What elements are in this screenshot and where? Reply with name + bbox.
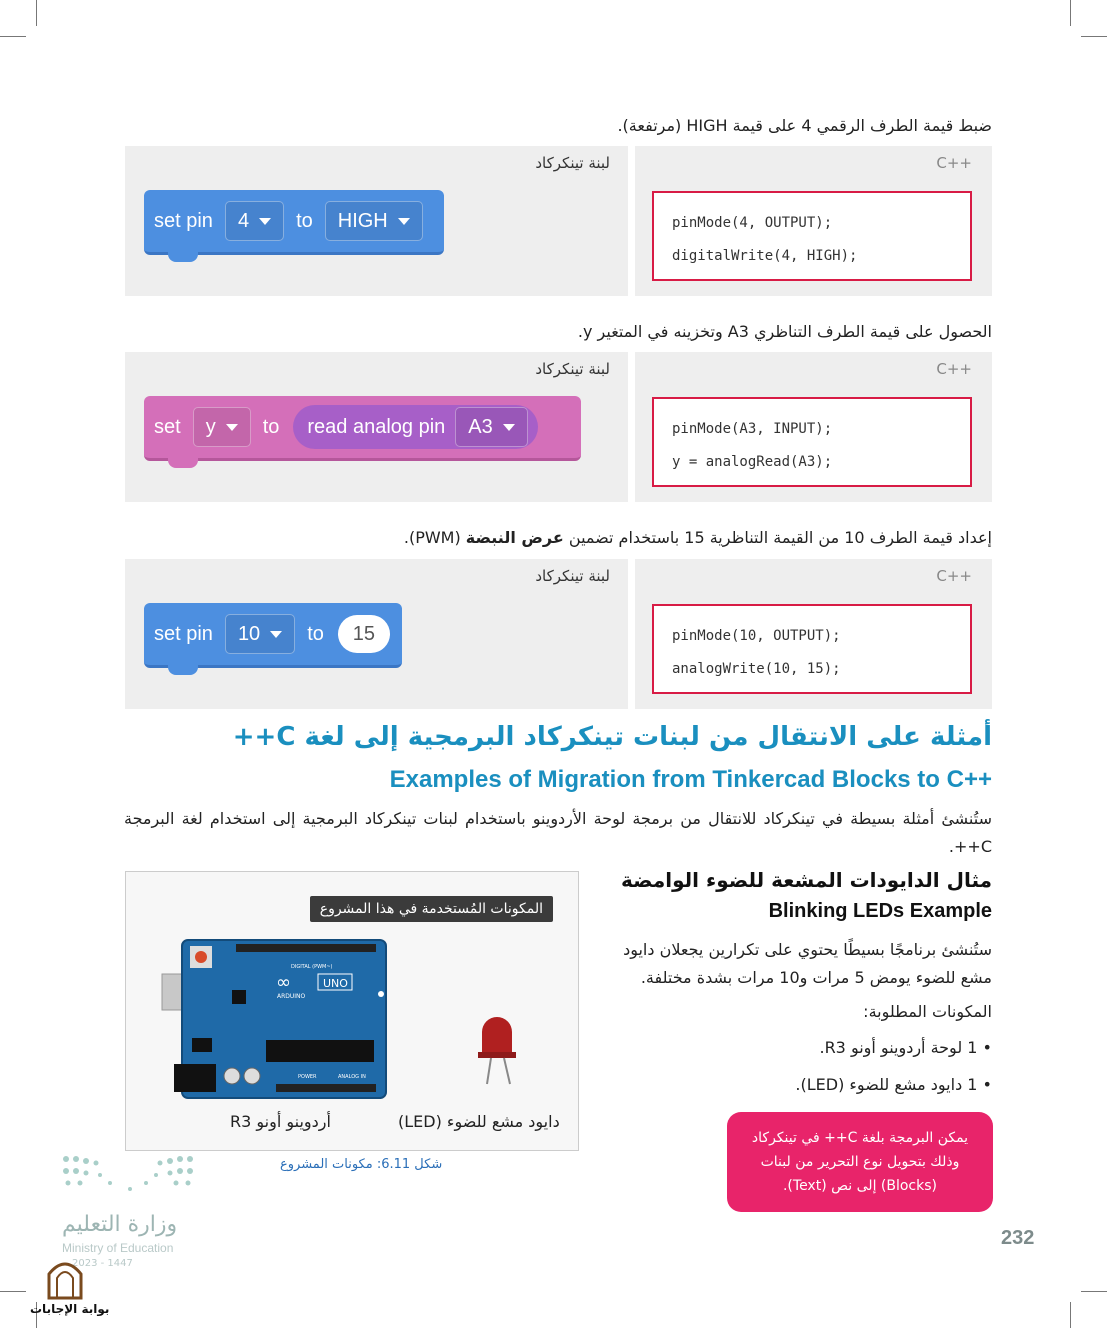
block-text-set-pin: set pin <box>154 622 213 645</box>
analog-pin-dropdown[interactable]: A3 <box>455 407 527 447</box>
project-components-figure <box>125 871 579 1151</box>
uno-label: UNO <box>323 977 348 990</box>
code-line: y = analogRead(A3); <box>672 454 833 470</box>
chevron-down-icon <box>226 424 238 431</box>
led-label: دايود مشع للضوء (LED) <box>398 1112 560 1131</box>
pin-dropdown[interactable]: 10 <box>225 614 295 654</box>
arduino-led-illustration <box>126 872 578 1150</box>
section1-panel <box>125 146 992 296</box>
atmega-chip <box>266 1040 374 1062</box>
digital-label: DIGITAL (PWM~) <box>291 964 333 970</box>
power-label: POWER <box>298 1074 317 1080</box>
example-description: ستُنشئ برنامجًا بسيطًا يحتوي على تكرارين يجعلان دايود مشع للضوء يومض 5 مرات و10 مرات بشدة مختلفة. <box>623 940 992 987</box>
crop-mark <box>0 1291 26 1292</box>
analog-label: ANALOG IN <box>338 1074 366 1080</box>
moe-english: Ministry of Education <box>62 1241 174 1255</box>
component-item: • 1 لوحة أردوينو أونو R3. <box>819 1038 992 1057</box>
section3-panel <box>125 559 992 709</box>
page-number: 232 <box>1001 1227 1035 1249</box>
reset-button-cap <box>195 951 207 963</box>
board-label: أردوينو أونو R3 <box>230 1112 331 1131</box>
block-panel-label: لبنة تينكركاد <box>535 154 610 172</box>
block-panel-label: لبنة تينكركاد <box>535 567 610 585</box>
gate-logo-icon <box>45 1256 85 1300</box>
led-leg <box>504 1058 510 1084</box>
set-pin-block[interactable] <box>144 603 402 668</box>
infinity-logo: ∞ <box>276 972 291 993</box>
crop-mark <box>1070 1302 1071 1328</box>
chip-small <box>232 990 246 1004</box>
block-panel <box>125 146 628 296</box>
led-body <box>482 1017 512 1054</box>
block-panel <box>125 559 628 709</box>
cpp-label: C++ <box>936 567 972 585</box>
chevron-down-icon <box>398 218 410 225</box>
crop-mark <box>1081 36 1107 37</box>
block-text-set-pin: set pin <box>154 209 213 232</box>
section2-panel <box>125 352 992 502</box>
cpp-label: C++ <box>936 360 972 378</box>
regulator <box>192 1038 212 1052</box>
read-analog-block[interactable] <box>293 405 537 449</box>
block-text-read: read analog pin <box>307 415 446 438</box>
heading-arabic: أمثلة على الانتقال من لبنات تينكركاد البرمجية إلى لغة C++ <box>232 722 992 752</box>
block-text-to: to <box>262 415 280 438</box>
cpp-panel <box>635 559 992 709</box>
chevron-down-icon <box>503 424 515 431</box>
example-title-english: Blinking LEDs Example <box>768 900 992 922</box>
block-notch <box>168 665 198 675</box>
moe-year: 2023 - 1447 <box>72 1258 133 1269</box>
block-notch <box>168 458 198 468</box>
cpp-panel <box>635 146 992 296</box>
figure-banner: المكونات المُستخدمة في هذا المشروع <box>310 896 553 922</box>
capacitor <box>224 1068 240 1084</box>
variable-dropdown[interactable]: y <box>193 407 251 447</box>
tip-line: (Blocks) إلى نص (Text). <box>782 1178 938 1194</box>
set-pin-block[interactable] <box>144 190 444 255</box>
code-box <box>652 191 972 281</box>
cpp-panel <box>635 352 992 502</box>
crop-mark <box>36 0 37 26</box>
value-input[interactable]: 15 <box>338 615 390 653</box>
arduino-label: ARDUINO <box>277 993 306 1000</box>
chevron-down-icon <box>270 631 282 638</box>
code-line: pinMode(4, OUTPUT); <box>672 215 833 231</box>
figure-caption: شكل 6.11: مكونات المشروع <box>280 1157 443 1172</box>
code-line: pinMode(10, OUTPUT); <box>672 628 841 644</box>
code-line: digitalWrite(4, HIGH); <box>672 248 858 264</box>
code-line: pinMode(A3, INPUT); <box>672 421 833 437</box>
tip-box <box>727 1112 993 1212</box>
power-jack <box>174 1064 216 1092</box>
moe-arabic: وزارة التعليم <box>62 1212 178 1237</box>
chevron-down-icon <box>259 218 271 225</box>
value-dropdown[interactable]: HIGH <box>325 201 423 241</box>
code-line: analogWrite(10, 15); <box>672 661 841 677</box>
power-header <box>276 1084 376 1092</box>
components-title: المكونات المطلوبة: <box>863 1002 992 1021</box>
set-variable-block[interactable] <box>144 396 581 461</box>
pin-dropdown[interactable]: 4 <box>225 201 284 241</box>
crop-mark <box>0 36 26 37</box>
led-rim <box>478 1052 516 1058</box>
led-leg <box>487 1058 491 1084</box>
heading-english: Examples of Migration from Tinkercad Blocks to C++ <box>389 766 992 793</box>
code-box <box>652 604 972 694</box>
intro-paragraph: ستُنشئ أمثلة بسيطة في تينكركاد للانتقال من برمجة لوحة الأردوينو باستخدام لبنات تينكركاد البرمجية إلى استخدام لغة البرمجة C++. <box>124 809 992 856</box>
section3-caption: إعداد قيمة الطرف 10 من القيمة التناظرية 15 باستخدام تضمين عرض النبضة (PWM). <box>403 528 992 547</box>
block-text-to: to <box>296 209 313 232</box>
block-panel <box>125 352 628 502</box>
digital-header <box>236 944 376 952</box>
code-box <box>652 397 972 487</box>
gate-label: بوابة الإجابات <box>30 1302 110 1316</box>
crop-mark <box>1081 1291 1107 1292</box>
tip-line: وذلك بتحويل نوع التحرير من لبنات <box>760 1154 960 1170</box>
crop-mark <box>1070 0 1071 26</box>
block-text-to: to <box>307 622 324 645</box>
block-notch <box>168 252 198 262</box>
capacitor <box>244 1068 260 1084</box>
block-panel-label: لبنة تينكركاد <box>535 360 610 378</box>
section2-caption: الحصول على قيمة الطرف التناظري A3 وتخزينه في المتغير y. <box>577 322 992 341</box>
example-title-arabic: مثال الدايودات المشعة للضوء الوامضة <box>621 868 992 892</box>
mount-hole <box>378 991 384 997</box>
section1-caption: ضبط قيمة الطرف الرقمي 4 على قيمة HIGH (مرتفعة). <box>617 116 992 135</box>
moe-logo-dots-icon <box>60 1153 200 1199</box>
component-item: • 1 دايود مشع للضوء (LED). <box>795 1075 992 1094</box>
cpp-label: C++ <box>936 154 972 172</box>
tip-line: يمكن البرمجة بلغة C++ في تينكركاد <box>751 1130 969 1146</box>
block-text-set: set <box>154 415 181 438</box>
